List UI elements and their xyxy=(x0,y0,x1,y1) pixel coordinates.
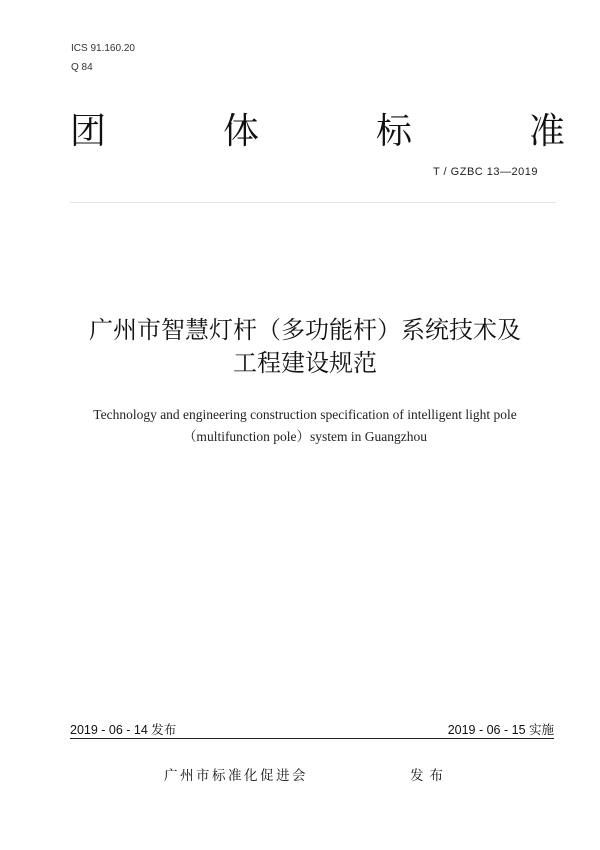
ics-code: ICS 91.160.20 xyxy=(71,43,135,54)
standard-number: T / GZBC 13—2019 xyxy=(432,166,538,178)
standard-type-char-3: 标 xyxy=(375,111,412,152)
english-title-line-2: （multifunction pole）system in Guangzhou xyxy=(182,429,428,444)
chinese-title xyxy=(40,314,570,380)
bottom-divider xyxy=(70,738,554,739)
top-divider xyxy=(70,202,556,203)
standard-type-char-2: 体 xyxy=(222,111,259,152)
ccs-code: Q 84 xyxy=(71,62,93,73)
issue-date: 2019 - 06 - 14 发布 xyxy=(70,723,177,737)
implementation-date: 2019 - 06 - 15 实施 xyxy=(447,723,554,737)
chinese-title-line-1: 广州市智慧灯杆（多功能杆）系统技术及 xyxy=(89,316,521,344)
standard-type-heading xyxy=(70,108,565,156)
english-title-line-1: Technology and engineering construction specification of intelligent light pole xyxy=(93,407,517,422)
standard-type-char-4: 准 xyxy=(528,111,565,152)
publisher-row xyxy=(70,764,554,786)
standard-type-char-1: 团 xyxy=(70,111,107,152)
date-row xyxy=(70,720,554,740)
publisher-name: 广州市标准化促进会 xyxy=(164,768,308,784)
english-title xyxy=(40,404,570,448)
chinese-title-line-2: 工程建设规范 xyxy=(233,349,377,377)
publish-label: 发布 xyxy=(410,768,449,784)
